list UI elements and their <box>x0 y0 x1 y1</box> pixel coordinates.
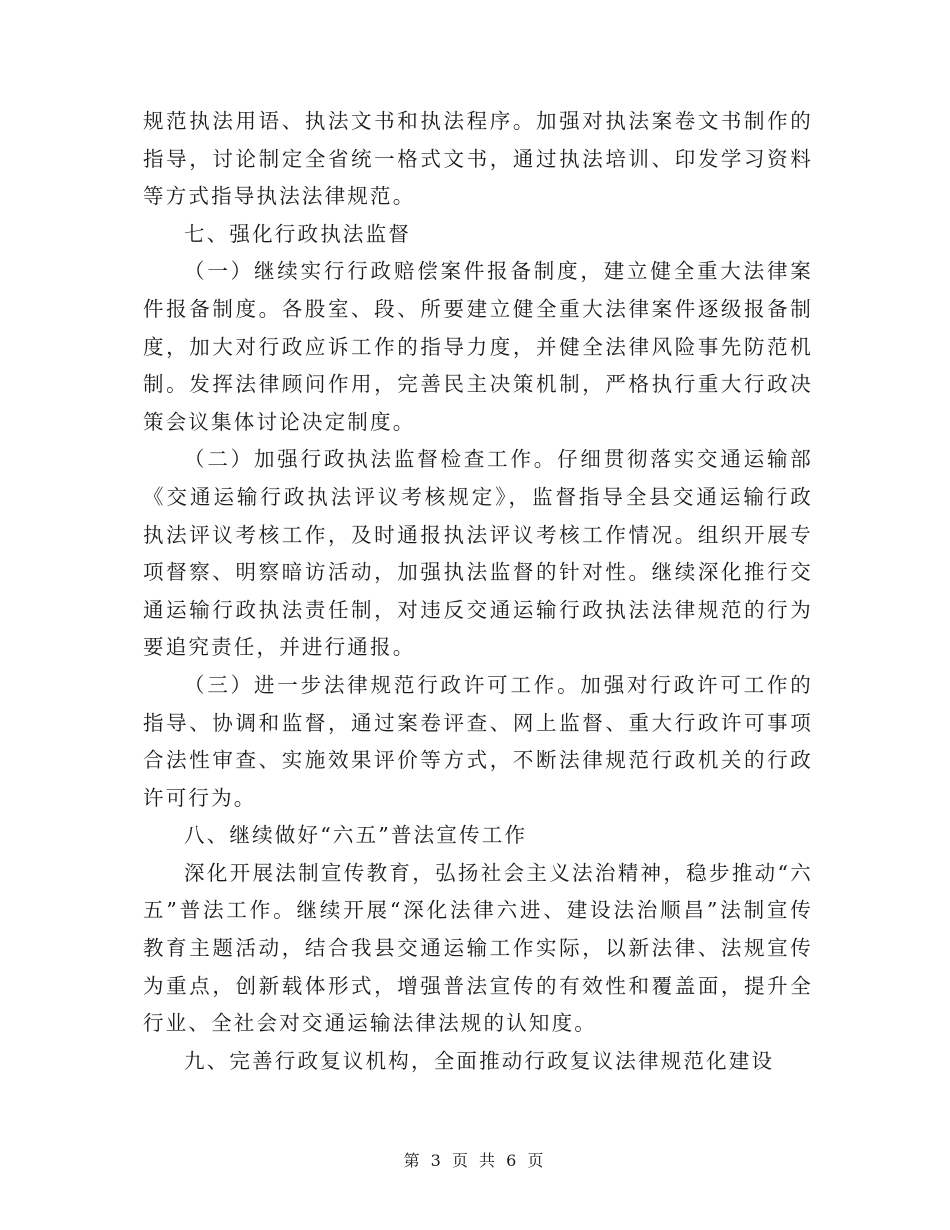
document-body <box>143 103 813 1080</box>
paragraph-7-3: （三）进一步法律规范行政许可工作。加强对行政许可工作的指导、协调和监督，通过案卷评查、网上监督、重大行政许可事项合法性审查、实施效果评价等方式，不断法律规范行政机关的行政许可行为。 <box>143 672 813 810</box>
paragraph-7-2: （二）加强行政执法监督检查工作。仔细贯彻落实交通运输部《交通运输行政执法评议考核规定》，监督指导全县交通运输行政执法评议考核工作，及时通报执法评议考核工作情况。组织开展专项督察、明察暗访活动，加强执法监督的针对性。继续深化推行交通运输行政执法责任制，对违反交通运输行政执法法律规范的行为要追究责任，并进行通报。 <box>143 447 813 660</box>
paragraph-continuation: 规范执法用语、执法文书和执法程序。加强对执法案卷文书制作的指导，讨论制定全省统一格式文书，通过执法培训、印发学习资料等方式指导执法法律规范。 <box>143 109 813 209</box>
page-number-footer: 第 3 页 共 6 页 <box>403 1151 547 1170</box>
section-heading-9: 九、完善行政复议机构，全面推动行政复议法律规范化建设 <box>184 1048 775 1073</box>
paragraph-7-1: （一）继续实行行政赔偿案件报备制度，建立健全重大法律案件报备制度。各股室、段、所要建立健全重大法律案件逐级报备制度，加大对行政应诉工作的指导力度，并健全法律风险事先防范机制。发挥法律顾问作用，完善民主决策机制，严格执行重大行政决策会议集体讨论决定制度。 <box>143 259 813 434</box>
paragraph-8: 深化开展法制宣传教育，弘扬社会主义法治精神，稳步推动“六五”普法工作。继续开展“深化法律六进、建设法治顺昌”法制宣传教育主题活动，结合我县交通运输工作实际，以新法律、法规宣传为重点，创新载体形式，增强普法宣传的有效性和覆盖面，提升全行业、全社会对交通运输法律法规的认知度。 <box>143 860 813 1036</box>
section-heading-7: 七、强化行政执法监督 <box>184 221 411 246</box>
section-heading-8: 八、继续做好“六五”普法宣传工作 <box>184 823 528 848</box>
